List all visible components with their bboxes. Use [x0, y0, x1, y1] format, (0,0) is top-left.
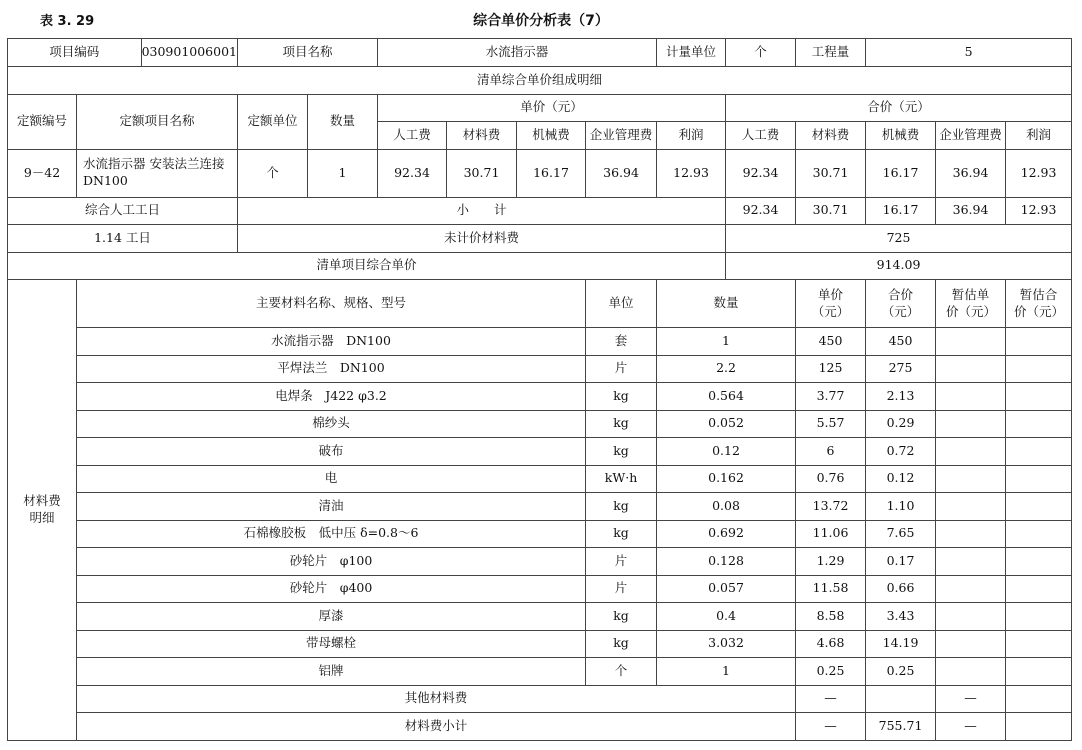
material-qty: 3.032 [657, 630, 796, 658]
material-row [8, 493, 1072, 521]
material-unit: kg [586, 630, 657, 658]
other-material-label: 其他材料费 [77, 685, 796, 713]
material-price: 11.58 [796, 575, 866, 603]
material-name: 平焊法兰 DN100 [77, 355, 586, 383]
material-row [8, 658, 1072, 686]
material-unit: 片 [586, 548, 657, 576]
quota-name: 水流指示器 安装法兰连接 DN100 [77, 149, 238, 197]
material-total: 0.29 [866, 410, 936, 438]
material-est-total [1006, 493, 1072, 521]
subtotal-cell: 16.17 [866, 197, 936, 225]
unit-price-cell: 16.17 [517, 149, 586, 197]
material-subtotal-label: 材料费小计 [77, 713, 796, 741]
material-total: 14.19 [866, 630, 936, 658]
material-price: 5.57 [796, 410, 866, 438]
material-est-total [1006, 410, 1072, 438]
material-est-price [936, 410, 1006, 438]
composition-title: 清单综合单价组成明细 [8, 67, 1072, 95]
material-est-price [936, 548, 1006, 576]
material-row [8, 410, 1072, 438]
material-name: 电焊条 J422 φ3.2 [77, 383, 586, 411]
material-subtotal-price: — [796, 713, 866, 741]
material-name: 石棉橡胶板 低中压 δ=0.8～6 [77, 520, 586, 548]
analysis-table [7, 38, 1072, 741]
total-price-cell: 36.94 [936, 149, 1006, 197]
material-est-total [1006, 355, 1072, 383]
material-name: 砂轮片 φ100 [77, 548, 586, 576]
material-unit: 片 [586, 575, 657, 603]
quota-unit-header: 定额单位 [238, 94, 308, 149]
labor-header-2: 人工费 [726, 122, 796, 150]
unit-label: 计量单位 [657, 39, 726, 67]
composition-title-row [8, 67, 1072, 95]
subtotal-label: 小 计 [238, 197, 726, 225]
material-unit: kg [586, 493, 657, 521]
total-price-cell: 16.17 [866, 149, 936, 197]
material-section [8, 280, 1072, 741]
material-est-price [936, 383, 1006, 411]
unit-price-cell: 92.34 [378, 149, 447, 197]
name-value: 水流指示器 [378, 39, 657, 67]
material-est-total [1006, 548, 1072, 576]
material-qty: 0.052 [657, 410, 796, 438]
material-row [8, 548, 1072, 576]
material-price: 8.58 [796, 603, 866, 631]
material-qty: 2.2 [657, 355, 796, 383]
material-est-total [1006, 465, 1072, 493]
material-name: 棉纱头 [77, 410, 586, 438]
material-section-label: 材料费明细 [8, 280, 77, 741]
material-name: 电 [77, 465, 586, 493]
material-est-price [936, 355, 1006, 383]
quota-no-header: 定额编号 [8, 94, 77, 149]
qty-value: 5 [866, 39, 1072, 67]
table-header [0, 10, 1082, 32]
material-unit: kg [586, 520, 657, 548]
material-qty: 0.692 [657, 520, 796, 548]
unit-price-cell: 12.93 [657, 149, 726, 197]
unpriced-value: 725 [726, 225, 1072, 253]
mat-qty-header: 数量 [657, 280, 796, 328]
material-qty: 0.4 [657, 603, 796, 631]
material-qty: 0.564 [657, 383, 796, 411]
unit-price-cell: 36.94 [586, 149, 657, 197]
material-est-total [1006, 658, 1072, 686]
other-material-price: — [796, 685, 866, 713]
material-subtotal-est-total [1006, 713, 1072, 741]
unit-price-header: 单价（元） [378, 94, 726, 122]
material-unit: 片 [586, 355, 657, 383]
table-number: 表 3. 29 [40, 14, 95, 29]
material-row [8, 328, 1072, 356]
material-est-price [936, 493, 1006, 521]
mgmt-header-2: 企业管理费 [936, 122, 1006, 150]
material-price: 0.76 [796, 465, 866, 493]
material-est-price [936, 575, 1006, 603]
machine-header: 机械费 [517, 122, 586, 150]
material-price: 3.77 [796, 383, 866, 411]
unit-value: 个 [726, 39, 796, 67]
material-name: 铝牌 [77, 658, 586, 686]
material-total: 0.12 [866, 465, 936, 493]
material-row [8, 383, 1072, 411]
material-unit: kg [586, 438, 657, 466]
mat-total-header: 合价（元） [866, 280, 936, 328]
material-price: 13.72 [796, 493, 866, 521]
material-est-total [1006, 630, 1072, 658]
mat-est-price-header: 暂估单价（元） [936, 280, 1006, 328]
subtotal-cell: 92.34 [726, 197, 796, 225]
material-total: 450 [866, 328, 936, 356]
other-material-est-total [1006, 685, 1072, 713]
material-qty: 1 [657, 658, 796, 686]
material-est-total [1006, 603, 1072, 631]
material-row [8, 630, 1072, 658]
unpriced-row [8, 225, 1072, 253]
code-label: 项目编码 [49, 44, 100, 60]
material-est-price [936, 658, 1006, 686]
project-info-row [8, 39, 1072, 67]
material-unit: 个 [586, 658, 657, 686]
total-price-cell: 30.71 [796, 149, 866, 197]
name-label: 项目名称 [238, 39, 378, 67]
material-unit: 套 [586, 328, 657, 356]
material-name: 砂轮片 φ400 [77, 575, 586, 603]
material-header: 材料费 [447, 122, 517, 150]
code-value: 030901006001 [141, 39, 237, 66]
profit-header-2: 利润 [1006, 122, 1072, 150]
material-header-row [8, 280, 1072, 328]
composite-label: 清单项目综合单价 [8, 252, 726, 280]
material-name: 水流指示器 DN100 [77, 328, 586, 356]
material-total: 1.10 [866, 493, 936, 521]
material-unit: kg [586, 603, 657, 631]
material-row [8, 520, 1072, 548]
subtotal-cell: 36.94 [936, 197, 1006, 225]
material-est-total [1006, 328, 1072, 356]
material-unit: kg [586, 410, 657, 438]
labor-days-value: 1.14 工日 [8, 225, 238, 253]
material-qty: 1 [657, 328, 796, 356]
material-total: 2.13 [866, 383, 936, 411]
material-est-price [936, 603, 1006, 631]
material-price: 450 [796, 328, 866, 356]
material-name: 破布 [77, 438, 586, 466]
material-qty: 0.08 [657, 493, 796, 521]
material-total: 0.25 [866, 658, 936, 686]
material-subtotal-est: — [936, 713, 1006, 741]
material-est-price [936, 465, 1006, 493]
material-est-price [936, 630, 1006, 658]
material-unit: kg [586, 383, 657, 411]
material-est-total [1006, 520, 1072, 548]
material-name: 带母螺栓 [77, 630, 586, 658]
material-est-price [936, 328, 1006, 356]
material-est-total [1006, 438, 1072, 466]
material-header-2: 材料费 [796, 122, 866, 150]
total-price-cell: 92.34 [726, 149, 796, 197]
material-est-total [1006, 575, 1072, 603]
unpriced-label: 未计价材料费 [238, 225, 726, 253]
mat-name-header: 主要材料名称、规格、型号 [77, 280, 586, 328]
other-material-total [866, 685, 936, 713]
labor-days-label: 综合人工工日 [8, 197, 238, 225]
material-total: 7.65 [866, 520, 936, 548]
material-subtotal-total: 755.71 [866, 713, 936, 741]
material-price: 1.29 [796, 548, 866, 576]
material-name: 厚漆 [77, 603, 586, 631]
subtotal-cell: 12.93 [1006, 197, 1072, 225]
material-total: 275 [866, 355, 936, 383]
material-price: 11.06 [796, 520, 866, 548]
labor-header: 人工费 [378, 122, 447, 150]
material-unit: kW·h [586, 465, 657, 493]
material-total: 3.43 [866, 603, 936, 631]
composite-value: 914.09 [726, 252, 1072, 280]
material-est-price [936, 520, 1006, 548]
quantity-header: 数量 [308, 94, 378, 149]
material-qty: 0.128 [657, 548, 796, 576]
material-price: 125 [796, 355, 866, 383]
material-row [8, 465, 1072, 493]
other-material-est: — [936, 685, 1006, 713]
material-qty: 0.12 [657, 438, 796, 466]
material-subtotal-row [8, 713, 1072, 741]
machine-header-2: 机械费 [866, 122, 936, 150]
material-price: 4.68 [796, 630, 866, 658]
quota-no: 9－42 [8, 149, 77, 197]
material-qty: 0.057 [657, 575, 796, 603]
total-price-header: 合价（元） [726, 94, 1072, 122]
material-row [8, 438, 1072, 466]
material-total: 0.17 [866, 548, 936, 576]
material-row [8, 355, 1072, 383]
material-price: 6 [796, 438, 866, 466]
material-row [8, 603, 1072, 631]
qty-label: 工程量 [796, 39, 866, 67]
profit-header: 利润 [657, 122, 726, 150]
quota-quantity: 1 [308, 149, 378, 197]
mat-unit-header: 单位 [586, 280, 657, 328]
table-title: 综合单价分析表（7） [473, 13, 609, 29]
other-material-row [8, 685, 1072, 713]
quota-row [8, 149, 1072, 197]
material-total: 0.72 [866, 438, 936, 466]
material-qty: 0.162 [657, 465, 796, 493]
mat-est-total-header: 暂估合价（元） [1006, 280, 1072, 328]
material-name: 清油 [77, 493, 586, 521]
total-price-cell: 12.93 [1006, 149, 1072, 197]
subtotal-cell: 30.71 [796, 197, 866, 225]
material-total: 0.66 [866, 575, 936, 603]
composite-row [8, 252, 1072, 280]
quota-unit: 个 [238, 149, 308, 197]
material-price: 0.25 [796, 658, 866, 686]
material-est-total [1006, 383, 1072, 411]
unit-price-cell: 30.71 [447, 149, 517, 197]
mgmt-header: 企业管理费 [586, 122, 657, 150]
material-est-price [936, 438, 1006, 466]
material-row [8, 575, 1072, 603]
header-row-1 [8, 94, 1072, 122]
mat-price-header: 单价（元） [796, 280, 866, 328]
quota-name-header: 定额项目名称 [77, 94, 238, 149]
subtotal-row [8, 197, 1072, 225]
